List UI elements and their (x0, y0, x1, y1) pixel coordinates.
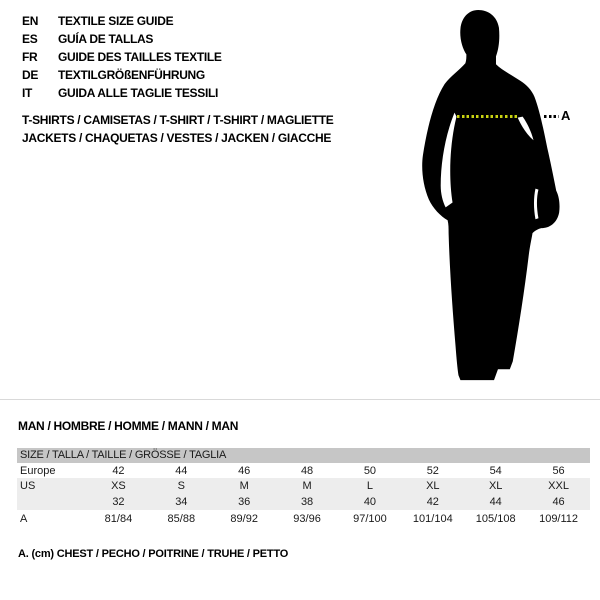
row-label: A (20, 513, 28, 525)
table-cell: M (302, 480, 312, 492)
table-cell: 36 (238, 496, 251, 508)
language-title: TEXTILE SIZE GUIDE (58, 14, 174, 28)
table-cell: 46 (552, 496, 565, 508)
garment-categories (22, 111, 334, 147)
table-cell: 93/96 (293, 513, 321, 525)
language-row (22, 66, 222, 84)
measurement-footnote: A. (cm) CHEST / PECHO / POITRINE / TRUHE / PETTO (18, 548, 289, 560)
row-label: US (20, 480, 36, 492)
table-cell: 101/104 (412, 513, 453, 525)
table-cell: XL (426, 480, 440, 492)
table-cell: XXL (548, 480, 569, 492)
size-table (17, 448, 590, 528)
table-cell: 54 (489, 464, 502, 477)
language-code: DE (22, 68, 39, 82)
row-label: Europe (20, 464, 56, 477)
category-tshirts: T-SHIRTS / CAMISETAS / T-SHIRT / T-SHIRT / MAGLIETTE (22, 113, 334, 127)
category-jackets: JACKETS / CHAQUETAS / VESTES / JACKEN / GIACCHE (22, 131, 332, 145)
table-cell: XS (111, 480, 126, 492)
language-row (22, 12, 222, 30)
section-title-man: MAN / HOMBRE / HOMME / MANN / MAN (18, 419, 239, 433)
table-cell: 105/108 (475, 513, 516, 525)
table-cell: 50 (363, 464, 377, 477)
table-cell: 56 (552, 464, 565, 477)
man-silhouette (415, 8, 575, 393)
table-cell: 32 (112, 496, 125, 508)
language-code: ES (22, 32, 38, 46)
table-cell: 81/84 (104, 513, 133, 525)
language-row (22, 84, 222, 102)
language-row (22, 30, 222, 48)
language-title: GUIDA ALLE TAGLIE TESSILI (58, 86, 219, 100)
language-title: GUÍA DE TALLAS (58, 32, 154, 46)
man-silhouette-svg (415, 8, 575, 393)
table-cell: M (239, 480, 249, 492)
table-cell: L (366, 480, 373, 492)
table-header: SIZE / TALLA / TAILLE / GRÖSSE / TAGLIA (17, 448, 590, 463)
table-cell: 48 (300, 464, 314, 477)
table-cell: 42 (426, 496, 439, 508)
section-divider (0, 399, 600, 400)
measure-leader-line (544, 115, 559, 118)
table-cell: 97/100 (353, 513, 387, 525)
table-row-us (17, 478, 590, 494)
table-cell: 52 (426, 464, 439, 477)
table-cell: 34 (175, 496, 188, 508)
language-title: TEXTILGRÖßENFÜHRUNG (58, 68, 205, 82)
chest-measure-line (457, 115, 517, 118)
language-row (22, 48, 222, 66)
table-cell: 85/88 (167, 513, 196, 525)
table-cell: 89/92 (230, 513, 258, 525)
table-cell: 44 (175, 464, 188, 477)
language-code: FR (22, 50, 38, 64)
table-cell: 40 (363, 496, 377, 508)
table-cell: 109/112 (539, 513, 579, 525)
table-row-chest-a (17, 510, 590, 528)
table-cell: XL (488, 480, 503, 492)
language-code: IT (22, 86, 33, 100)
language-code: EN (22, 14, 39, 28)
measure-label-a: A (561, 108, 571, 123)
table-row-us-numeric (17, 494, 590, 510)
table-cell: 46 (238, 464, 251, 477)
language-title: GUIDE DES TAILLES TEXTILE (58, 50, 222, 64)
language-list (22, 12, 222, 102)
table-row-europe (17, 463, 590, 478)
table-cell: 38 (300, 496, 314, 508)
table-cell: 44 (489, 496, 502, 508)
table-cell: 42 (112, 464, 125, 477)
table-cell: S (177, 480, 185, 492)
